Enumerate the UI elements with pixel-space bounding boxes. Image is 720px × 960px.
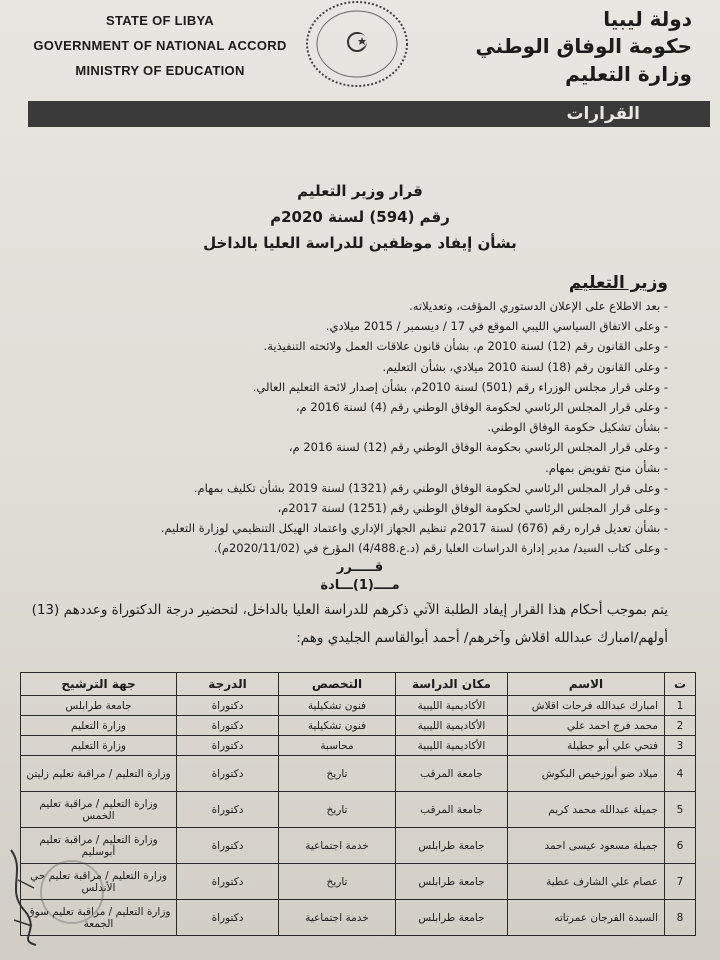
cell-name: السيدة الفرجان عمرتاته <box>508 900 665 936</box>
cell-study-place: الأكاديمية الليبية <box>396 696 508 716</box>
state-seal-icon <box>300 0 415 95</box>
official-stamp-icon <box>40 860 104 924</box>
cell-nominating-body: وزارة التعليم / مراقبة تعليم زليتن <box>21 756 177 792</box>
cell-specialization: محاسبة <box>279 736 396 756</box>
cell-study-place: جامعة طرابلس <box>396 864 508 900</box>
students-table <box>20 672 696 936</box>
cell-degree: دكتوراة <box>177 736 279 756</box>
cell-nominating-body: وزارة التعليم <box>21 736 177 756</box>
clause: - بشأن منح تفويض بمهام. <box>545 460 668 475</box>
cell-name: ميلاد ضو أبوزخيص البكوش <box>508 756 665 792</box>
decided-heading: قـــــرر <box>336 560 384 575</box>
table-row <box>21 756 696 792</box>
table-header-row <box>21 673 696 696</box>
col-header-nominating-body: جهة الترشيح <box>21 673 177 696</box>
table-row <box>21 792 696 828</box>
cell-study-place: جامعة المرقب <box>396 756 508 792</box>
cell-degree: دكتوراة <box>177 900 279 936</box>
cell-specialization: فنون تشكيلية <box>279 696 396 716</box>
cell-number: 6 <box>665 828 696 864</box>
cell-study-place: جامعة طرابلس <box>396 900 508 936</box>
preamble-clauses <box>58 296 668 559</box>
header-en-line-1: STATE OF LIBYA <box>106 13 214 28</box>
header-en-line-3: MINISTRY OF EDUCATION <box>75 63 245 78</box>
col-header-study-place: مكان الدراسة <box>396 673 508 696</box>
cell-number: 8 <box>665 900 696 936</box>
cell-specialization: فنون تشكيلية <box>279 716 396 736</box>
cell-name: جميلة عبدالله محمد كريم <box>508 792 665 828</box>
cell-degree: دكتوراة <box>177 696 279 716</box>
decision-number: رقم (594) لسنة 2020م <box>270 208 450 226</box>
clause: - وعلى القانون رقم (18) لسنة 2010 ميلادي، بشأن التعليم. <box>382 359 668 374</box>
cell-name: محمد فرج احمد علي <box>508 716 665 736</box>
cell-study-place: جامعة المرقب <box>396 792 508 828</box>
clause: - بشأن تعديل قراره رقم (676) لسنة 2017م تنظيم الجهاز الإداري واعتماد الهيكل التنظيمي لوزارة التعليم. <box>160 521 668 536</box>
clause: - وعلى قرار المجلس الرئاسي لحكومة الوفاق الوطني رقم (1321) لسنة 2019 بشأن تكليف بمهام. <box>193 480 668 495</box>
cell-nominating-body: جامعة طرابلس <box>21 696 177 716</box>
article-heading: مــــ(1)ـــادة <box>320 578 400 593</box>
table-row <box>21 828 696 864</box>
cell-number: 4 <box>665 756 696 792</box>
cell-specialization: تاريخ <box>279 792 396 828</box>
clause: - وعلى قرار المجلس الرئاسي بحكومة الوفاق الوطني رقم (12) لسنة 2016 م، <box>288 440 668 455</box>
clause: - وعلى قرار مجلس الوزراء رقم (501) لسنة 2010م، بشأن إصدار لائحة التعليم العالي. <box>252 379 668 394</box>
table-row <box>21 736 696 756</box>
header-english <box>30 8 290 83</box>
cell-name: جميلة مسعود عيسى احمد <box>508 828 665 864</box>
article-text: يتم بموجب أحكام هذا القرار إيفاد الطلبة الآتي ذكرهم للدراسة العليا بالداخل، لتحضير درجة الدكتوراة وعددهم (13) أولهم/امبارك عبدالله اقلاش وآخرهم/ أحمد أبوالقاسم الجليدي وهم: <box>31 602 668 646</box>
header-arabic <box>442 6 692 88</box>
cell-number: 1 <box>665 696 696 716</box>
header-ar-line-3: وزارة التعليم <box>565 62 692 86</box>
clause: - وعلى قرار المجلس الرئاسي لحكومة الوفاق الوطني رقم (4) لسنة 2016 م، <box>295 400 668 415</box>
decisions-bar <box>28 101 710 127</box>
cell-nominating-body: وزارة التعليم / مراقبة تعليم سوق الجمعة <box>21 900 177 936</box>
col-header-specialization: التخصص <box>279 673 396 696</box>
col-header-degree: الدرجة <box>177 673 279 696</box>
cell-degree: دكتوراة <box>177 716 279 736</box>
table-row <box>21 900 696 936</box>
cell-number: 5 <box>665 792 696 828</box>
clause: - وعلى القانون رقم (12) لسنة 2010 م، بشأن قانون علاقات العمل ولائحته التنفيذية. <box>263 339 668 354</box>
cell-nominating-body: وزارة التعليم / مراقبة تعليم حي الأندلس <box>21 864 177 900</box>
cell-degree: دكتوراة <box>177 828 279 864</box>
cell-study-place: الأكاديمية الليبية <box>396 716 508 736</box>
header-ar-line-1: دولة ليبيا <box>603 7 692 31</box>
cell-specialization: تاريخ <box>279 756 396 792</box>
cell-study-place: الأكاديمية الليبية <box>396 736 508 756</box>
table-row <box>21 716 696 736</box>
clause: - بشأن تشكيل حكومة الوفاق الوطني. <box>487 420 668 435</box>
cell-name: فتحي علي أبو جطيلة <box>508 736 665 756</box>
cell-name: امبارك عبدالله فرحات اقلاش <box>508 696 665 716</box>
cell-degree: دكتوراة <box>177 792 279 828</box>
cell-specialization: خدمة اجتماعية <box>279 828 396 864</box>
cell-name: عصام علي الشارف عطية <box>508 864 665 900</box>
cell-degree: دكتوراة <box>177 756 279 792</box>
cell-number: 3 <box>665 736 696 756</box>
decisions-bar-label: القرارات <box>566 104 640 124</box>
cell-specialization: تاريخ <box>279 864 396 900</box>
cell-nominating-body: وزارة التعليم / مراقبة تعليم الخمس <box>21 792 177 828</box>
minister-heading: وزير التعليم <box>568 273 668 293</box>
header-en-line-2: GOVERNMENT OF NATIONAL ACCORD <box>33 38 287 53</box>
cell-number: 7 <box>665 864 696 900</box>
cell-nominating-body: وزارة التعليم / مراقبة تعليم أبوسليم <box>21 828 177 864</box>
decision-subject: بشأن إيفاد موظفين للدراسة العليا بالداخل <box>203 234 517 252</box>
header-ar-line-2: حكومة الوفاق الوطني <box>475 34 692 58</box>
cell-study-place: جامعة طرابلس <box>396 828 508 864</box>
table-row <box>21 696 696 716</box>
decision-title: قرار وزير التعليم <box>297 182 423 200</box>
clause: - وعلى كتاب السيد/ مدير إدارة الدراسات العليا رقم (د.ع.4/488) المؤرخ في (2020/11/02م). <box>213 541 668 556</box>
col-header-number: ت <box>665 673 696 696</box>
cell-number: 2 <box>665 716 696 736</box>
cell-specialization: خدمة اجتماعية <box>279 900 396 936</box>
cell-degree: دكتوراة <box>177 864 279 900</box>
clause: - وعلى الاتفاق السياسي الليبي الموقع في 17 / ديسمبر / 2015 ميلادي. <box>325 319 668 334</box>
cell-nominating-body: وزارة التعليم <box>21 716 177 736</box>
signature-icon <box>6 840 46 950</box>
table-row <box>21 864 696 900</box>
clause: - وعلى قرار المجلس الرئاسي لحكومة الوفاق الوطني رقم (1251) لسنة 2017م، <box>277 501 668 516</box>
clause: - بعد الاطلاع على الإعلان الدستوري المؤقت، وتعديلاته. <box>409 299 668 313</box>
col-header-name: الاسم <box>508 673 665 696</box>
